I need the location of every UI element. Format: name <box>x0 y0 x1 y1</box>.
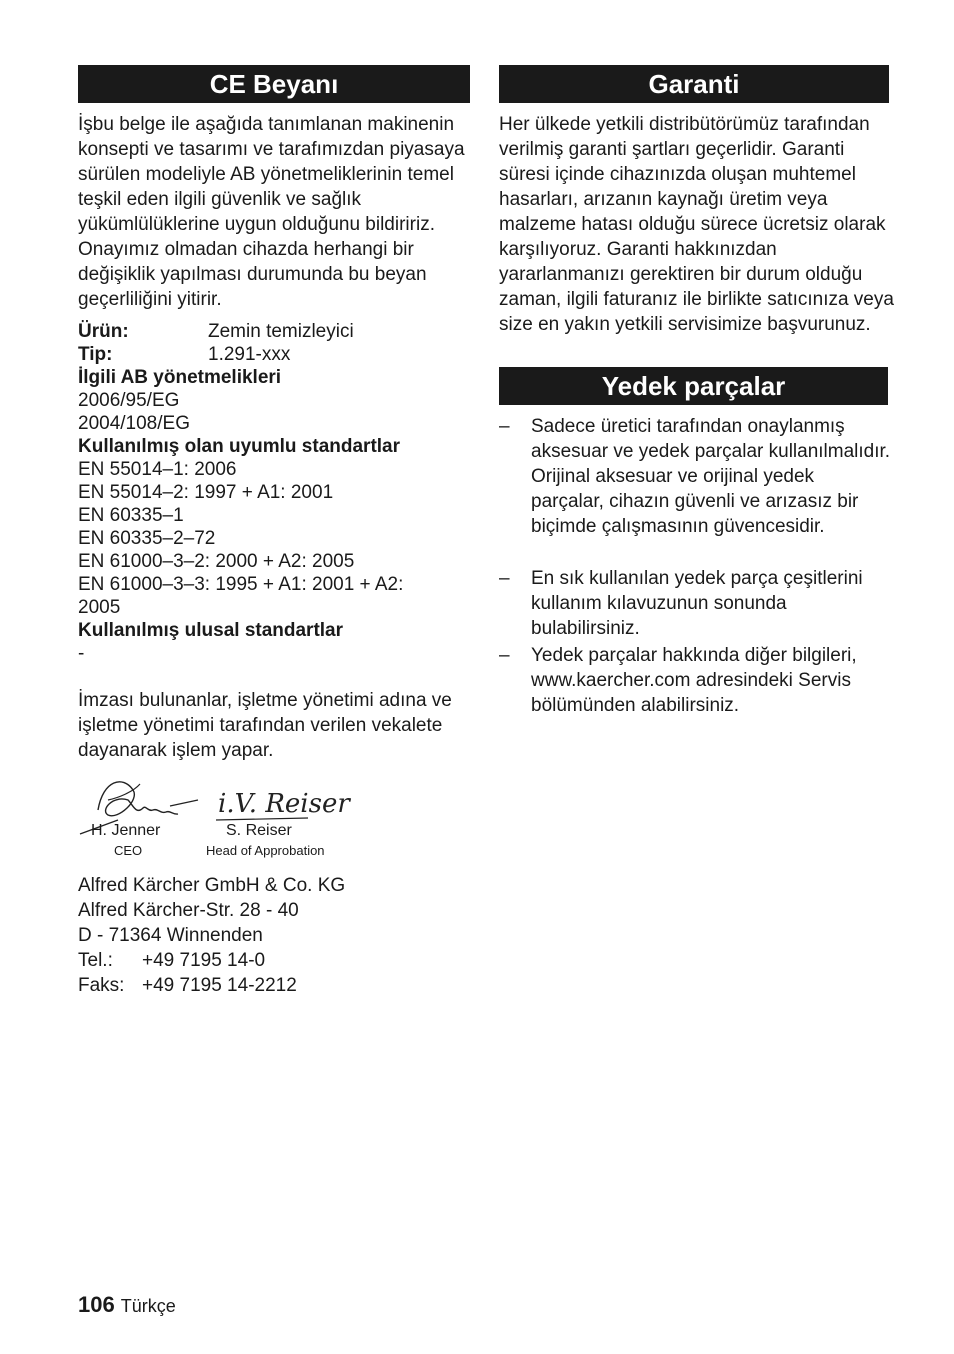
list-item-text: Yedek parçalar hakkında diğer bilgileri, www.kaercher.com adresindeki Servis bölümünden alabilirsiniz. <box>531 645 857 716</box>
product-label: Ürün: <box>78 321 129 342</box>
fax-row <box>78 973 470 998</box>
signatory-title: CEO <box>114 843 143 858</box>
national-standards-heading: Kullanılmış ulusal standartlar <box>78 620 344 641</box>
spec-list <box>78 366 470 665</box>
type-label: Tip: <box>78 344 113 365</box>
harmonized-standards-heading: Kullanılmış olan uyumlu standartlar <box>78 436 401 457</box>
bullet-dash: – <box>499 568 510 589</box>
signature-block <box>78 770 378 865</box>
phone-label: Tel.: <box>78 950 113 971</box>
national-standards-value: - <box>78 643 85 664</box>
signatory-title: Head of Approbation <box>206 843 325 858</box>
type-row <box>78 343 470 366</box>
company-address <box>78 873 470 998</box>
list-item <box>499 643 891 718</box>
standard-item: EN 61000–3–3: 1995 + A1: 2001 + A2: <box>78 574 404 595</box>
page-number: 106 <box>78 1292 115 1317</box>
ce-intro-text: İşbu belge ile aşağıda tanımlanan makinenin konsepti ve tasarımı ve tarafımızdan piyasaya sürülen modeliyle AB yönetmeliklerinin temel teşkil eden ilgili güvenlik ve sağlık yükümlülüklerine uygun olduğunu bildiririz. Onayımız olmadan cihazda herhangi bir değişiklik yapılması durumunda bu beyan geçerliliğini yitirir. <box>78 114 465 310</box>
phone-row <box>78 948 470 973</box>
standard-item: EN 60335–2–72 <box>78 528 216 549</box>
product-value: Zemin temizleyici <box>208 321 354 342</box>
fax-value: +49 7195 14-2212 <box>142 975 297 996</box>
signatories-note: İmzası bulunanlar, işletme yönetimi adına ve işletme yönetimi tarafından verilen vekalete dayanarak işlem yapar. <box>78 690 452 761</box>
directive-item: 2006/95/EG <box>78 390 180 411</box>
type-value: 1.291-xxx <box>208 344 291 365</box>
list-item <box>499 566 891 641</box>
list-item <box>499 414 891 564</box>
page-language: Türkçe <box>120 1296 176 1316</box>
bullet-dash: – <box>499 416 510 437</box>
standard-item: EN 55014–2: 1997 + A1: 2001 <box>78 482 334 503</box>
fax-label: Faks: <box>78 975 125 996</box>
warranty-heading: Garanti <box>499 65 889 103</box>
bullet-dash: – <box>499 645 510 666</box>
signature-reiser-image <box>216 778 350 828</box>
phone-value: +49 7195 14-0 <box>142 950 266 971</box>
page-footer <box>78 1292 176 1318</box>
directive-item: 2004/108/EG <box>78 413 190 434</box>
standard-item: 2005 <box>78 597 121 618</box>
spare-parts-heading: Yedek parçalar <box>499 367 888 405</box>
signature-reiser-scrawl: i.V. Reiser <box>218 789 350 819</box>
list-item-text: Sadece üretici tarafından onaylanmış aksesuar ve yedek parçalar kullanılmalıdır. Orijinal aksesuar ve orijinal yedek parçalar, cihazın güvenli ve arızasız bir biçimde çalışmasının güvencesidir. <box>531 416 891 537</box>
standard-item: EN 55014–1: 2006 <box>78 459 237 480</box>
product-row <box>78 320 470 343</box>
company-city: D - 71364 Winnenden <box>78 925 263 946</box>
standard-item: EN 61000–3–2: 2000 + A2: 2005 <box>78 551 355 572</box>
ce-declaration-heading: CE Beyanı <box>78 65 470 103</box>
list-item-text: En sık kullanılan yedek parça çeşitlerini kullanım kılavuzunun sonunda bulabilirsiniz. <box>531 568 863 639</box>
standard-item: EN 60335–1 <box>78 505 184 526</box>
company-street: Alfred Kärcher-Str. 28 - 40 <box>78 900 299 921</box>
directives-heading: İlgili AB yönetmelikleri <box>78 367 282 388</box>
signatory-name: H. Jenner <box>91 822 161 839</box>
signatory-name: S. Reiser <box>226 822 292 839</box>
company-name: Alfred Kärcher GmbH & Co. KG <box>78 875 346 896</box>
warranty-text: Her ülkede yetkili distribütörümüz tarafından verilmiş garanti şartları geçerlidir. Garanti süresi içinde cihazınızda oluşan muhtemel hasarları, arızanın kaynağı üretim veya malzeme hatası olduğu sürece ücretsiz olarak karşılıyoruz. Garanti hakkınızdan yararlanmanızı gerektiren bir durum olduğu zaman, ilgili faturanız ile birlikte satıcınıza veya size en yakın yetkili servisimize başvurunuz. <box>499 114 894 335</box>
